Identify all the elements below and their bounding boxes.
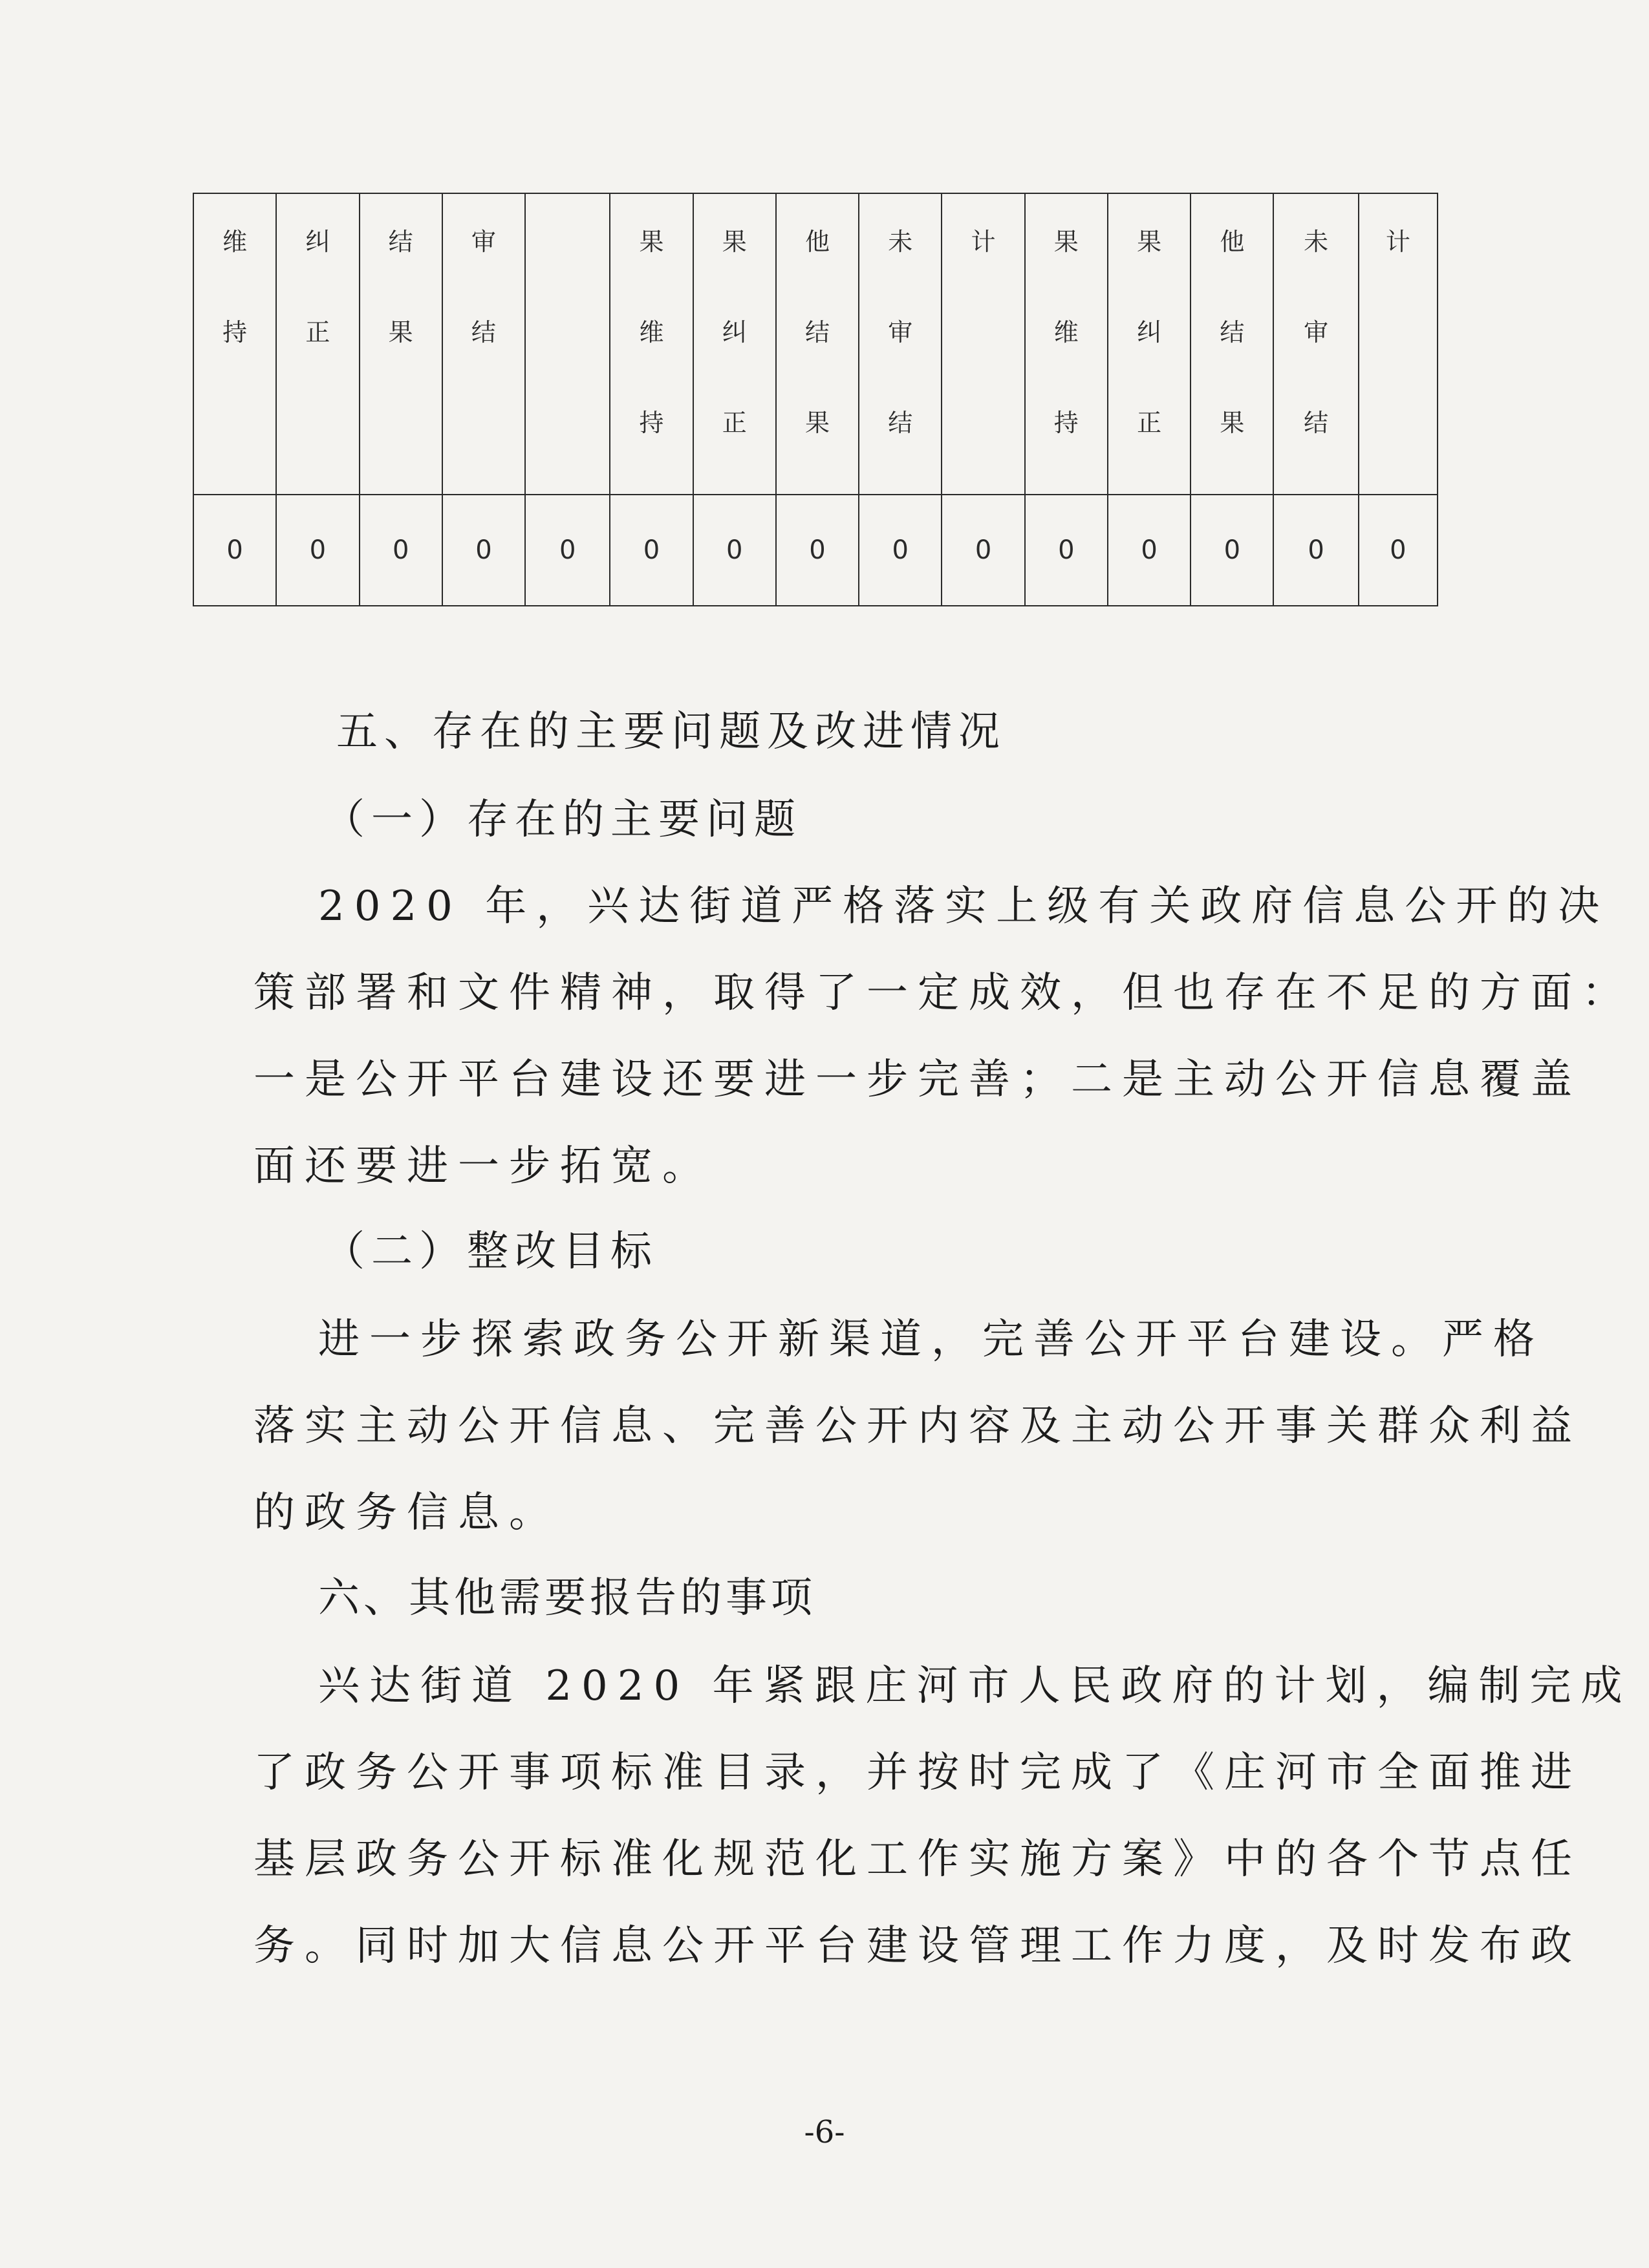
- table-cell: [1191, 495, 1273, 606]
- table-cell: [276, 495, 359, 606]
- table-header-cell: [1108, 193, 1191, 495]
- cell-value: 0: [309, 535, 327, 565]
- cell-value: 0: [892, 535, 909, 565]
- header-char: 果: [1053, 228, 1079, 256]
- header-char: 计: [1385, 228, 1410, 256]
- table-cell: [360, 495, 442, 606]
- cell-value: 0: [975, 535, 992, 565]
- cell-value: 0: [1308, 535, 1324, 565]
- table-header-cell: [1273, 193, 1358, 495]
- cell-value: 0: [392, 535, 409, 565]
- paragraph-line: 了政务公开事项标准目录，并按时完成了《庄河市全面推进: [253, 1749, 1582, 1797]
- table-header-cell: [610, 193, 693, 495]
- header-char: 未: [888, 228, 913, 256]
- header-char: 结: [805, 318, 830, 347]
- header-char: 他: [805, 228, 830, 256]
- table-header-cell: [1359, 193, 1438, 495]
- table-cell: [1025, 495, 1108, 606]
- table-cell: [859, 495, 942, 606]
- cell-value: 0: [559, 535, 576, 565]
- header-char: 审: [1304, 318, 1329, 347]
- table-header-cell: [942, 193, 1024, 495]
- paragraph-line: 兴达街道 2020 年紧跟庄河市人民政府的计划，编制完成: [318, 1662, 1632, 1710]
- header-char: 维: [222, 228, 248, 256]
- header-char: 纠: [305, 228, 330, 256]
- cell-value: 0: [475, 535, 492, 565]
- table-header-cell: [693, 193, 776, 495]
- cell-value: 0: [643, 535, 660, 565]
- table-header-cell: [276, 193, 359, 495]
- header-char: 未: [1304, 228, 1329, 256]
- header-char: 持: [1053, 409, 1079, 437]
- table-header-cell: [1191, 193, 1273, 495]
- header-char: 结: [1304, 409, 1329, 437]
- header-char: 持: [222, 318, 248, 347]
- cell-value: 0: [1058, 535, 1075, 565]
- table-header-cell: [193, 193, 276, 495]
- paragraph-line: 2020 年，兴达街道严格落实上级有关政府信息公开的决: [318, 883, 1610, 930]
- paragraph-line: 的政务信息。: [253, 1489, 560, 1537]
- cell-value: 0: [1223, 535, 1241, 565]
- subsection-problems-title: （一）存在的主要问题: [323, 796, 802, 844]
- header-char: 果: [1220, 409, 1245, 437]
- paragraph-line: 一是公开平台建设还要进一步完善；二是主动公开信息覆盖: [253, 1056, 1582, 1104]
- table-header-cell: [360, 193, 442, 495]
- cell-value: 0: [809, 535, 826, 565]
- header-char: 结: [888, 409, 913, 437]
- paragraph-line: 面还要进一步拓宽。: [253, 1142, 713, 1190]
- cell-value: 0: [226, 535, 243, 565]
- header-char: 维: [639, 318, 664, 347]
- table-row: [193, 495, 1438, 606]
- paragraph-line: 务。同时加大信息公开平台建设管理工作力度，及时发布政: [253, 1922, 1582, 1970]
- header-char: 果: [1137, 228, 1162, 256]
- table-header-cell: [859, 193, 942, 495]
- header-char: 结: [471, 318, 496, 347]
- header-char: 审: [471, 228, 496, 256]
- paragraph-line: 基层政务公开标准化规范化工作实施方案》中的各个节点任: [253, 1835, 1582, 1883]
- table-cell: [776, 495, 859, 606]
- header-char: 纠: [722, 318, 747, 347]
- table-cell: [693, 495, 776, 606]
- table-header-cell: [776, 193, 859, 495]
- paragraph-line: 策部署和文件精神，取得了一定成效，但也存在不足的方面：: [253, 969, 1633, 1017]
- header-char: 果: [388, 318, 413, 347]
- paragraph-line: 进一步探索政务公开新渠道，完善公开平台建设。严格: [318, 1316, 1544, 1364]
- table-cell: [1108, 495, 1191, 606]
- table-cell: [610, 495, 693, 606]
- page-number: -6-: [804, 2114, 845, 2150]
- header-char: 果: [805, 409, 830, 437]
- header-char: 正: [722, 409, 747, 437]
- header-char: 正: [1137, 409, 1162, 437]
- table-cell: [525, 495, 610, 606]
- subsection-goals-title: （二）整改目标: [323, 1228, 658, 1276]
- section-six-title: 六、其他需要报告的事项: [318, 1574, 816, 1622]
- table-cell: [1273, 495, 1358, 606]
- section-five-title: 五、存在的主要问题及改进情况: [336, 708, 1006, 756]
- header-char: 结: [388, 228, 413, 256]
- table-header-cell: [525, 193, 610, 495]
- cell-value: 0: [1141, 535, 1158, 565]
- cell-value: 0: [726, 535, 743, 565]
- cell-value: 0: [1390, 535, 1406, 565]
- header-char: 正: [305, 318, 330, 347]
- header-char: 结: [1220, 318, 1245, 347]
- header-char: 维: [1053, 318, 1079, 347]
- table-cell: [193, 495, 276, 606]
- table-header-cell: [1025, 193, 1108, 495]
- header-char: 纠: [1137, 318, 1162, 347]
- paragraph-line: 落实主动公开信息、完善公开内容及主动公开事关群众利益: [253, 1402, 1582, 1450]
- table-header-cell: [442, 193, 525, 495]
- statistics-table: [193, 193, 1438, 606]
- table-cell: [1359, 495, 1438, 606]
- table-cell: [442, 495, 525, 606]
- header-char: 果: [722, 228, 747, 256]
- header-char: 计: [971, 228, 996, 256]
- header-char: 他: [1220, 228, 1245, 256]
- header-char: 持: [639, 409, 664, 437]
- header-char: 审: [888, 318, 913, 347]
- header-char: 果: [639, 228, 664, 256]
- table-cell: [942, 495, 1024, 606]
- table-header-row: [193, 193, 1438, 495]
